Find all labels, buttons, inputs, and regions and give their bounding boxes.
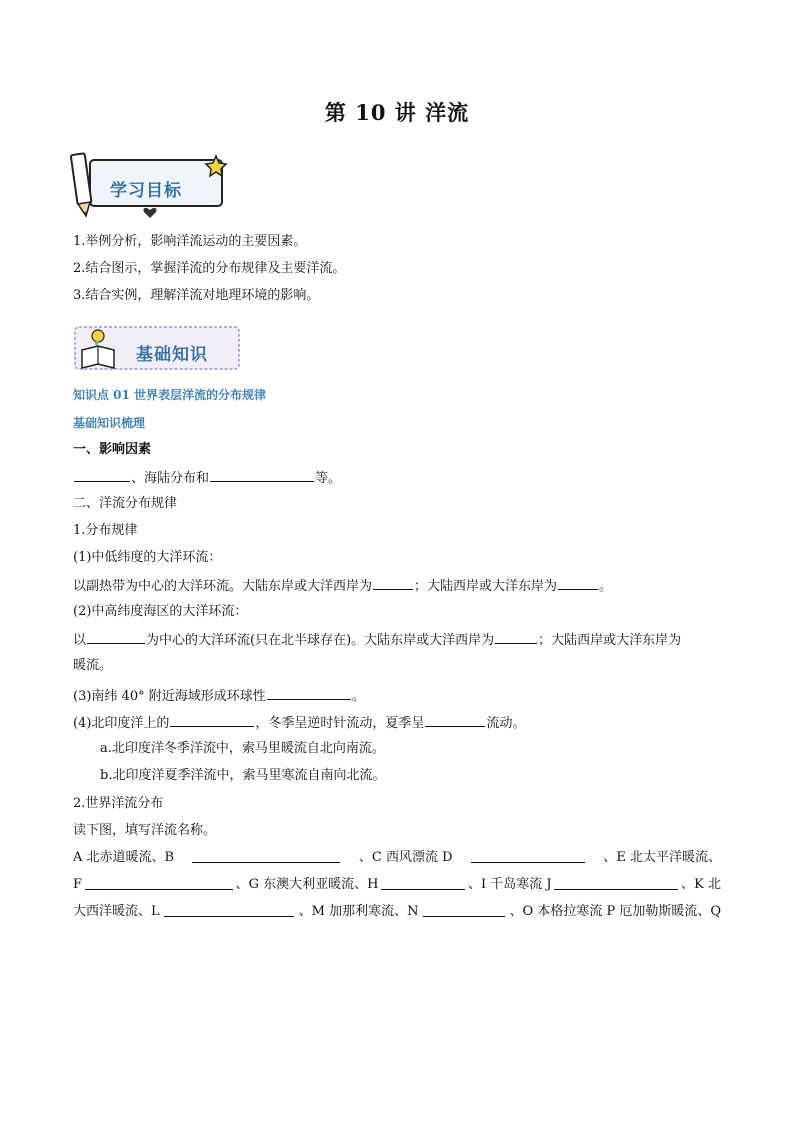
blank[interactable] <box>267 686 351 700</box>
heading-factors: 一、影响因素 <box>73 442 152 457</box>
blank[interactable] <box>192 849 340 863</box>
goal-item: 3.结合实例，理解洋流对地理环境的影响。 <box>73 288 320 303</box>
page-title: 第 10 讲 洋流 <box>324 100 470 125</box>
para-line: (3)南纬 40° 附近海域形成环球性 。 <box>73 686 365 706</box>
blank[interactable] <box>554 876 678 890</box>
option-a: a.北印度洋冬季洋流中，索马里暖流自北向南流。 <box>100 741 385 756</box>
para-line: 暖流。 <box>73 658 113 673</box>
blank[interactable] <box>471 849 585 863</box>
pencil-icon <box>71 153 92 216</box>
fill-line: F 、G 东澳大利亚暖流、H 、I 千岛寒流 J 、K 北 <box>73 877 721 892</box>
basic-knowledge-label: 基础知识 <box>136 345 208 365</box>
blank[interactable] <box>423 903 505 917</box>
para-line: 以 为中心的大洋环流(只在北半球存在)。大陆东岸或大洋西岸为 ；大陆西岸或大洋东岸为 <box>73 630 681 650</box>
goal-item: 1.举例分析，影响洋流运动的主要因素。 <box>73 234 307 249</box>
section-subtitle: 基础知识梳理 <box>73 416 146 430</box>
heading-distribution: 二、洋流分布规律 <box>73 496 178 511</box>
instruction: 读下图，填写洋流名称。 <box>73 823 217 838</box>
blank[interactable] <box>210 468 314 482</box>
blank[interactable] <box>170 713 254 727</box>
blank[interactable] <box>87 630 145 644</box>
blank[interactable] <box>373 576 413 590</box>
factors-line: 、海陆分布和 等。 <box>73 468 341 488</box>
para-heading: (1)中低纬度的大洋环流： <box>73 550 222 565</box>
para-line: (4)北印度洋上的 ，冬季呈逆时针流动，夏季呈 流动。 <box>73 713 525 733</box>
blank[interactable] <box>164 903 294 917</box>
knowledge-point-title: 知识点 01 世界表层洋流的分布规律 <box>73 388 267 402</box>
option-b: b.北印度洋夏季洋流中，索马里寒流自南向北流。 <box>100 768 386 783</box>
blank[interactable] <box>381 876 465 890</box>
goal-item: 2.结合图示，掌握洋流的分布规律及主要洋流。 <box>73 261 346 276</box>
para-line: 以副热带为中心的大洋环流。大陆东岸或大洋西岸为 ；大陆西岸或大洋东岸为 。 <box>73 576 612 596</box>
blank[interactable] <box>74 468 130 482</box>
sub-heading: 2.世界洋流分布 <box>73 796 164 811</box>
fill-line: A 北赤道暖流、B 、C 西风漂流 D 、E 北太平洋暖流、 <box>73 850 721 865</box>
blank[interactable] <box>85 876 233 890</box>
blank[interactable] <box>425 713 485 727</box>
sub-heading: 1.分布规律 <box>73 523 138 538</box>
blank[interactable] <box>558 576 598 590</box>
fill-line: 大西洋暖流、L 、M 加那利寒流、N 、O 本格拉寒流 P 厄加勒斯暖流、Q <box>73 904 721 919</box>
blank[interactable] <box>495 630 537 644</box>
para-heading: (2)中高纬度海区的大洋环流： <box>73 604 248 619</box>
learning-goal-label: 学习目标 <box>110 181 182 201</box>
